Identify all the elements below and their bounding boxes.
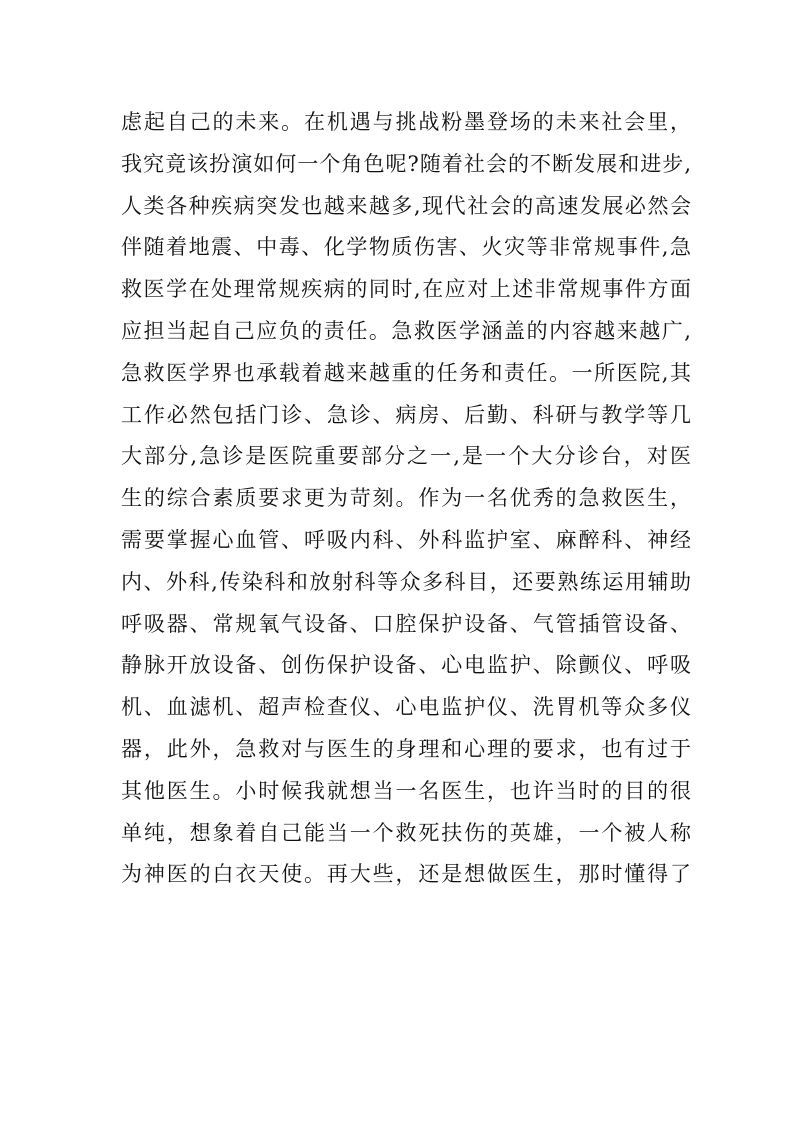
text-line: 其他医生。小时候我就想当一名医生，也许当时的目的很	[121, 778, 691, 803]
text-line: 应担当起自己应负的责任。急救医学涵盖的内容越来越广,	[121, 318, 691, 343]
text-line: 急救医学界也承载着越来越重的任务和责任。一所医院,其	[121, 360, 691, 385]
text-line: 救医学在处理常规疾病的同时,在应对上述非常规事件方面	[121, 277, 691, 302]
text-line: 呼吸器、常规氧气设备、口腔保护设备、气管插管设备、	[121, 611, 691, 636]
text-line: 器，此外，急救对与医生的身理和心理的要求，也有过于	[121, 736, 691, 761]
text-line: 大部分,急诊是医院重要部分之一,是一个大分诊台，对医	[121, 444, 691, 469]
text-line: 为神医的白衣天使。再大些，还是想做医生，那时懂得了	[121, 862, 691, 887]
text-line: 伴随着地震、中毒、化学物质伤害、火灾等非常规事件,急	[121, 235, 691, 260]
text-line: 虑起自己的未来。在机遇与挑战粉墨登场的未来社会里，	[121, 110, 691, 134]
text-line: 机、血滤机、超声检查仪、心电监护仪、洗胃机等众多仪	[121, 695, 691, 720]
text-line: 人类各种疾病突发也越来越多,现代社会的高速发展必然会	[121, 193, 691, 218]
text-line: 生的综合素质要求更为苛刻。作为一名优秀的急救医生，	[121, 486, 691, 511]
text-line: 单纯，想象着自己能当一个救死扶伤的英雄，一个被人称	[121, 820, 691, 845]
body-text	[121, 102, 691, 896]
text-line: 工作必然包括门诊、急诊、病房、后勤、科研与教学等几	[121, 402, 691, 427]
text-line: 我究竟该扮演如何一个角色呢?随着社会的不断发展和进步,	[121, 151, 691, 176]
text-line: 需要掌握心血管、呼吸内科、外科监护室、麻醉科、神经	[121, 527, 691, 552]
text-line: 静脉开放设备、创伤保护设备、心电监护、除颤仪、呼吸	[121, 653, 691, 678]
text-line: 内、外科,传染科和放射科等众多科目，还要熟练运用辅助	[121, 569, 691, 594]
